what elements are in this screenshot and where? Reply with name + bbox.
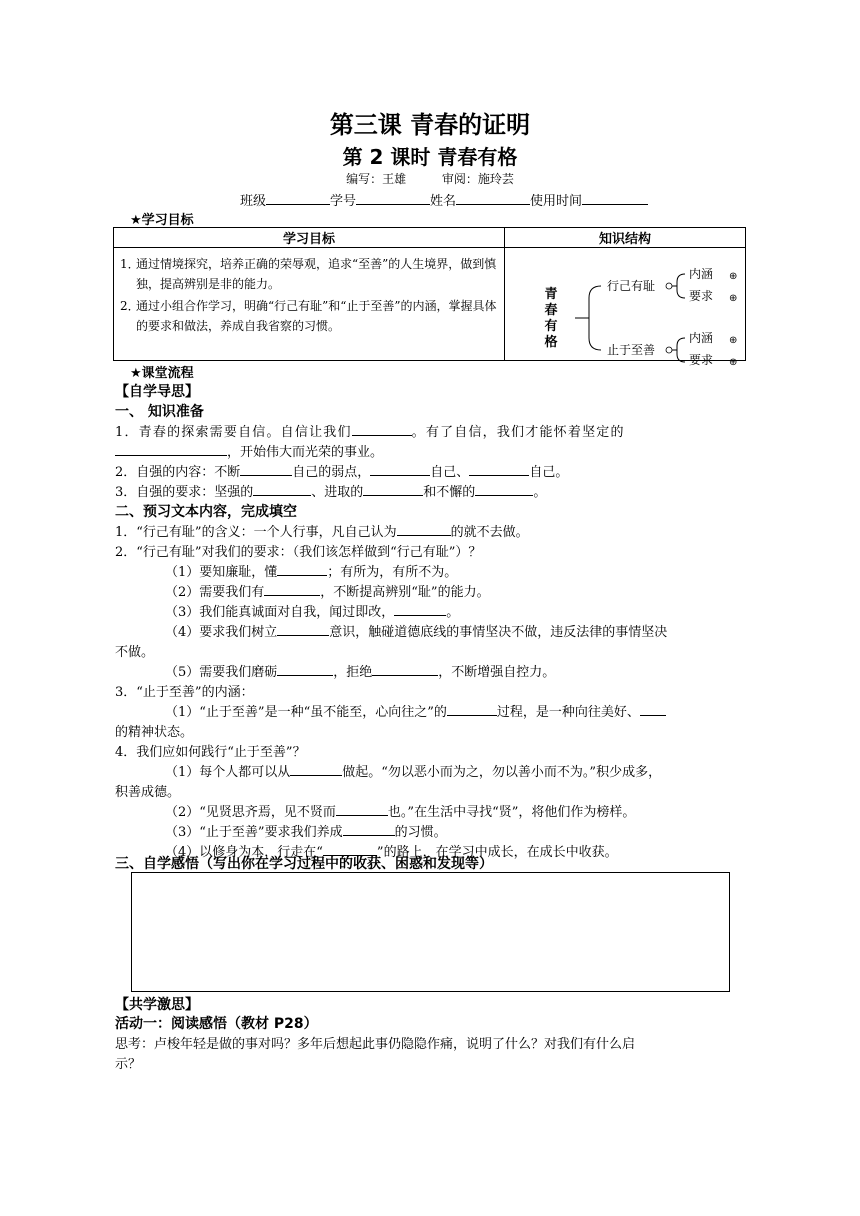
- question-text: ，不断增强自控力。: [438, 665, 556, 680]
- objectives-heading: ★学习目标: [130, 213, 194, 228]
- goal-text: 通过小组合作学习，明确“行己有耻”和“止于至善”的内涵，掌握具体的要求和做法，养成自我省察的习惯。: [136, 299, 497, 333]
- fill-blank[interactable]: [264, 583, 320, 596]
- goal-item: [114, 254, 504, 294]
- name-label: 姓名: [430, 194, 457, 209]
- fill-blank[interactable]: [397, 523, 451, 536]
- flow-heading: ★课堂流程: [130, 366, 194, 381]
- question-text: （5）需要我们磨砺: [165, 665, 278, 680]
- fill-blank[interactable]: [469, 463, 529, 476]
- collapse-icon[interactable]: [666, 283, 672, 289]
- question-text: 过程，是一种向往美好、: [496, 705, 640, 720]
- question-line: 2．“行己有耻”对我们的要求：（我们该怎样做到“行己有耻”）？: [115, 545, 482, 560]
- fill-blank[interactable]: [336, 803, 388, 816]
- leaf-label: 内涵: [689, 267, 714, 281]
- question-text: （3）我们能真诚面对自我，闻过即改，: [165, 605, 395, 620]
- self-study-heading: 【自学导思】: [115, 384, 199, 400]
- question-line: 示？: [115, 1057, 142, 1072]
- time-blank[interactable]: [582, 192, 648, 205]
- question-text: （1）每个人都可以从: [165, 765, 291, 780]
- question-text: （4）要求我们树立: [165, 625, 278, 640]
- question-text: （2）需要我们有: [165, 585, 265, 600]
- goal-item: [114, 296, 504, 336]
- fill-blank[interactable]: [343, 823, 395, 836]
- question-line: [165, 701, 666, 720]
- question-line: 不做。: [115, 645, 155, 660]
- question-line: [165, 821, 447, 840]
- goals-header: 学习目标: [114, 228, 505, 248]
- fill-blank[interactable]: [253, 483, 311, 496]
- fill-blank[interactable]: [447, 703, 497, 716]
- class-label: 班级: [240, 194, 267, 209]
- question-text: 。: [533, 485, 547, 500]
- question-text: 自己、: [430, 465, 470, 480]
- question-line: [165, 761, 661, 780]
- fill-blank[interactable]: [363, 483, 423, 496]
- question-line: [165, 601, 459, 620]
- question-text: 1．青春的探索需要自信。自信让我们: [115, 425, 352, 440]
- question-text: 的就不去做。: [450, 525, 529, 540]
- part3-heading: 三、自学感悟（写出你在学习过程中的收获、困惑和发现等）: [115, 856, 493, 872]
- question-text: ，不断提高辨别“耻”的能力。: [320, 585, 490, 600]
- branch-bracket: [677, 274, 685, 298]
- question-line: 思考：卢梭年轻是做的事对吗？多年后想起此事仍隐隐作痛，说明了什么？对我们有什么启: [115, 1037, 636, 1052]
- reviewer: 审阅：施玲芸: [441, 172, 514, 186]
- expand-icon[interactable]: ⊕: [729, 293, 738, 304]
- author: 编写：王雄: [346, 172, 407, 186]
- expand-icon[interactable]: ⊕: [729, 357, 738, 368]
- question-line: [165, 581, 490, 600]
- page-subtitle: 第 2 课时 青春有格: [342, 145, 518, 169]
- structure-header: 知识结构: [505, 228, 746, 248]
- student-no-label: 学号: [330, 194, 357, 209]
- question-line: [115, 441, 383, 460]
- question-text: （1）要知廉耻，懂: [165, 565, 278, 580]
- question-line: 3．“止于至善”的内涵：: [115, 685, 254, 700]
- fill-blank[interactable]: [240, 463, 292, 476]
- name-blank[interactable]: [456, 192, 530, 205]
- structure-root-char: 春: [544, 303, 558, 318]
- fill-blank[interactable]: [640, 703, 666, 716]
- question-line: [115, 521, 529, 540]
- reflection-box[interactable]: [131, 872, 730, 992]
- expand-icon[interactable]: ⊕: [729, 271, 738, 282]
- expand-icon[interactable]: ⊕: [729, 335, 738, 346]
- fill-blank[interactable]: [115, 443, 227, 456]
- structure-cell: [505, 248, 746, 368]
- question-text: 也。”在生活中寻找“贤”，将他们作为榜样。: [387, 805, 636, 820]
- author-line: [0, 170, 860, 187]
- structure-root-char: 有: [544, 319, 558, 334]
- group-study-heading: 【共学激思】: [115, 997, 199, 1013]
- question-line: 的精神状态。: [115, 725, 194, 740]
- question-text: 做起。“勿以恶小而为之，勿以善小而不为。”积少成多，: [342, 765, 662, 780]
- question-line: [165, 561, 457, 580]
- leaf-label: 内涵: [689, 331, 714, 345]
- root-bracket: [589, 286, 601, 350]
- goal-number: 2．: [120, 299, 140, 313]
- leaf-label: 要求: [689, 353, 714, 367]
- knowledge-structure-diagram: [505, 248, 745, 368]
- goal-number: 1．: [120, 257, 140, 271]
- student-info-line: [240, 190, 648, 209]
- student-no-blank[interactable]: [356, 192, 430, 205]
- page-title: 第三课 青春的证明: [329, 111, 531, 139]
- fill-blank[interactable]: [277, 623, 329, 636]
- question-text: ；有所为，有所不为。: [327, 565, 458, 580]
- fill-blank[interactable]: [372, 663, 438, 676]
- question-text: 的习惯。: [394, 825, 447, 840]
- goal-text: 通过情境探究，培养正确的荣辱观，追求“至善”的人生境界，做到慎独，提高辨别是非的能力。: [136, 257, 497, 291]
- question-text: ”的路上，在学习中成长，在成长中收获。: [376, 845, 618, 860]
- objectives-table: [113, 227, 746, 368]
- question-line: [165, 621, 667, 640]
- question-line: [115, 481, 546, 500]
- part1-heading: 一、 知识准备: [115, 404, 204, 420]
- branch-label: 行己有耻: [607, 279, 656, 293]
- question-text: 2．自强的内容：不断: [115, 465, 241, 480]
- collapse-icon[interactable]: [666, 347, 672, 353]
- activity1-heading: 活动一：阅读感悟（教材 P28）: [115, 1016, 318, 1032]
- fill-blank[interactable]: [394, 603, 446, 616]
- fill-blank[interactable]: [290, 763, 342, 776]
- question-line: [115, 461, 568, 480]
- question-text: （3）“止于至善”要求我们养成: [165, 825, 343, 840]
- question-line: 积善成德。: [115, 785, 181, 800]
- question-line: 4．我们应如何践行“止于至善”？: [115, 745, 306, 760]
- question-line: [115, 421, 625, 440]
- fill-blank[interactable]: [352, 423, 412, 436]
- question-text: 自己的弱点，: [292, 465, 371, 480]
- question-text: ，开始伟大而光荣的事业。: [227, 445, 384, 460]
- question-text: 意识，触碰道德底线的事情坚决不做，违反法律的事情坚决: [329, 625, 668, 640]
- class-blank[interactable]: [266, 192, 330, 205]
- question-text: 3．自强的要求：坚强的: [115, 485, 254, 500]
- question-line: [165, 661, 555, 680]
- question-text: 和不懈的: [423, 485, 476, 500]
- question-line: [165, 801, 635, 820]
- question-text: ，拒绝: [333, 665, 373, 680]
- fill-blank[interactable]: [277, 663, 333, 676]
- question-text: 1．“行己有耻”的含义：一个人行事，凡自己认为: [115, 525, 397, 540]
- leaf-label: 要求: [689, 289, 714, 303]
- question-text: 。: [446, 605, 460, 620]
- question-text: （2）“见贤思齐焉，见不贤而: [165, 805, 336, 820]
- question-text: （4）以修身为本，行走在“: [165, 845, 323, 860]
- part2-heading: 二、预习文本内容，完成填空: [115, 504, 297, 520]
- fill-blank[interactable]: [475, 483, 533, 496]
- structure-root-char: 格: [544, 335, 558, 350]
- fill-blank[interactable]: [370, 463, 430, 476]
- question-text: 自己。: [529, 465, 569, 480]
- question-text: （1）“止于至善”是一种“虽不能至，心向往之”的: [165, 705, 447, 720]
- goals-cell: [114, 248, 505, 361]
- fill-blank[interactable]: [277, 563, 327, 576]
- branch-bracket: [677, 338, 685, 362]
- time-label: 使用时间: [530, 194, 583, 209]
- branch-label: 止于至善: [607, 343, 656, 357]
- structure-root-char: 青: [544, 287, 558, 302]
- question-text: 。有了自信，我们才能怀着坚定的: [411, 425, 625, 440]
- question-text: 、进取的: [311, 485, 364, 500]
